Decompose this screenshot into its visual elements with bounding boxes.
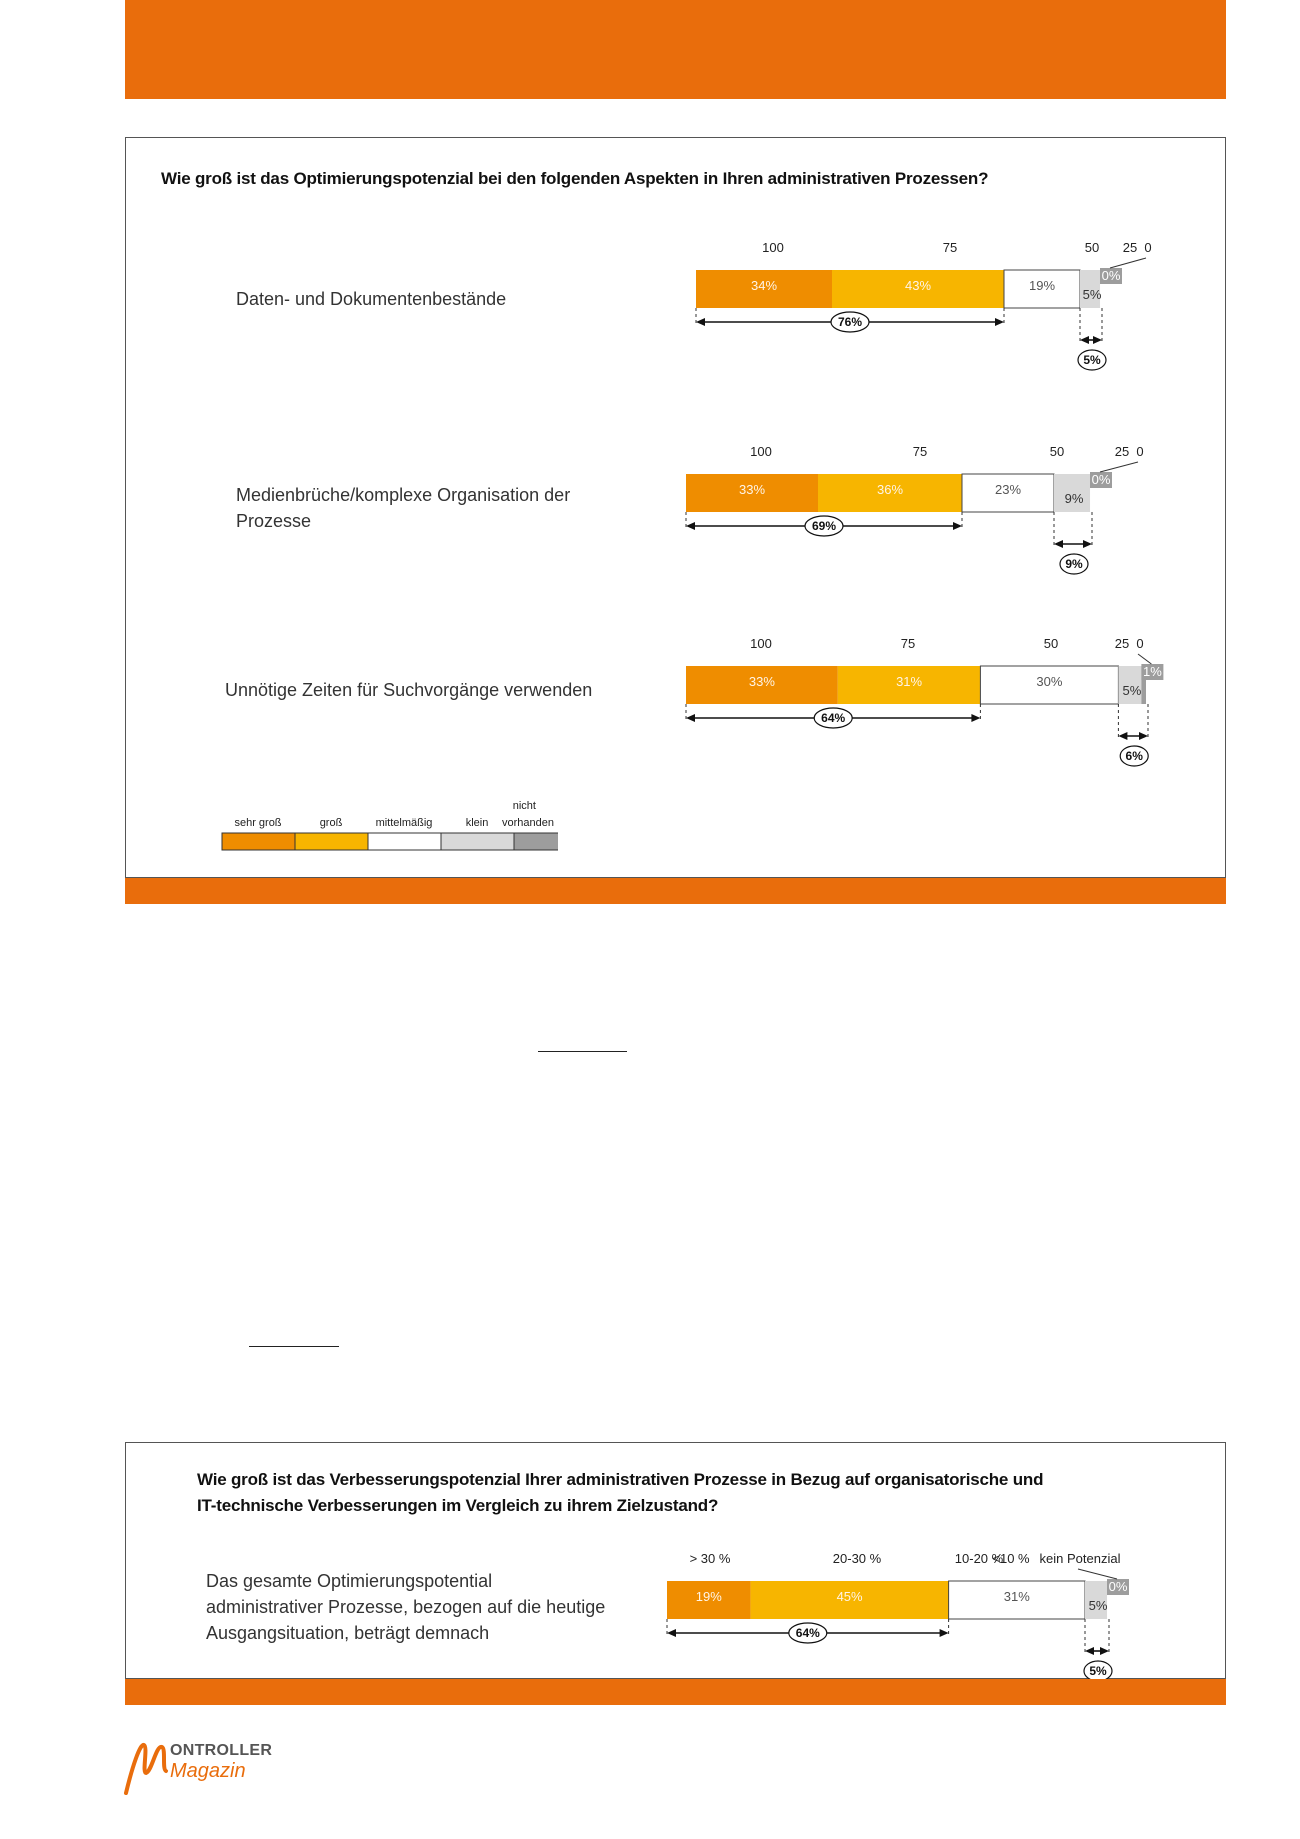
chart1-row1-value-0: 33%	[738, 482, 766, 497]
row2-category-line2: Prozesse	[236, 511, 312, 531]
legend-label-klein: klein	[465, 817, 489, 829]
chart1-row2-value-2: 30%	[1036, 674, 1063, 689]
panel2-footer-bar	[125, 1679, 1226, 1705]
row2-category-line1: Medienbrüche/komplexe Organisation der	[236, 485, 571, 505]
chart2-row0-arrow-left-head-right	[940, 1629, 949, 1637]
chart1-row2-value-3: 5%	[1122, 683, 1142, 698]
chart1-row0-sum-left-label: 76%	[837, 315, 863, 329]
chart1-row2-tick-2: 50	[1043, 636, 1059, 651]
chart2-row0-value-0: 19%	[695, 1589, 722, 1604]
chart1-row1-tick-4: 0	[1136, 444, 1144, 459]
chart1-row1-value-4: 0%	[1091, 472, 1111, 487]
row1-category-label: Daten- und Dokumentenbestände	[236, 289, 507, 309]
chart2-row0-arrow-left-head-left	[667, 1629, 676, 1637]
chart2-row0-value-2: 31%	[1003, 1589, 1030, 1604]
chart1-row2-value-0: 33%	[748, 674, 775, 689]
chart2-row0-tick-4: kein Potenzial	[1039, 1551, 1121, 1566]
row3-category-label: Unnötige Zeiten für Suchvorgänge verwenden	[225, 680, 593, 700]
chart1-row0-tick-0: 100	[762, 240, 784, 255]
chart2-row0-tick-3: <10 %	[992, 1551, 1030, 1566]
chart1-row2-value-4: 1%	[1143, 664, 1162, 679]
legend-label-mittelmaessig: mittelmäßig	[375, 817, 433, 829]
legend-label-vorhanden: vorhanden	[502, 817, 554, 829]
chart1-row2-tick-3: 25	[1114, 636, 1130, 651]
controller-magazin-logo	[122, 1733, 282, 1797]
chart2-row0-arrow-right-head-right	[1100, 1647, 1109, 1655]
chart1-row1-tick-0: 100	[750, 444, 772, 459]
logo-word-magazin: Magazin	[170, 1760, 246, 1782]
chart1-row1-tick-3: 25	[1114, 444, 1130, 459]
chart2-row0-value-3: 5%	[1088, 1598, 1108, 1613]
chart1-row2-value-1: 31%	[896, 674, 923, 689]
chart2-row0-sum-right-label: 5%	[1089, 1664, 1107, 1678]
chart2-row0-value-4: 0%	[1108, 1579, 1128, 1594]
chart1-row2-sum-right-label: 6%	[1125, 749, 1143, 763]
chart1-row2-tick-4: 0	[1136, 636, 1144, 651]
chart1-row1-tick-1: 75	[912, 444, 928, 459]
chart2-row0-sum-left-label: 64%	[795, 1626, 820, 1640]
chart1-row0-tick-2: 50	[1084, 240, 1100, 255]
chart1-row1-sum-left-label: 69%	[811, 519, 837, 533]
chart2-row0-callout	[1078, 1569, 1117, 1579]
chart1-row2-sum-left-label: 64%	[821, 711, 846, 725]
chart1-row1-tick-2: 50	[1049, 444, 1065, 459]
chart1-row2-tick-0: 100	[750, 636, 772, 651]
chart1-row0-sum-right-label: 5%	[1083, 353, 1101, 367]
chart1-row1-value-2: 23%	[994, 482, 1022, 497]
chart2-category-line1: Das gesamte Optimierungspotential	[206, 1571, 493, 1591]
chart2-row0-tick-2: 10-20 %	[954, 1551, 1004, 1566]
chart1-row0-value-4: 0%	[1101, 268, 1121, 283]
legend-label-nicht: nicht	[512, 800, 536, 812]
chart2-row0-tick-1: 20-30 %	[832, 1551, 882, 1566]
chart1-row0-value-0: 34%	[750, 278, 778, 293]
chart1-row0-tick-4: 0	[1144, 240, 1152, 255]
chart2-title-line1: Wie groß ist das Verbesserungspotenzial Ihrer administrativen Prozesse in Bezug auf organisatorische und	[197, 1470, 1044, 1489]
legend-label-gross: groß	[319, 817, 343, 829]
chart1-row2-tick-1: 75	[900, 636, 916, 651]
chart1-row0-tick-1: 75	[942, 240, 958, 255]
chart2-category-line2: administrativer Prozesse, bezogen auf die heutige	[206, 1597, 606, 1617]
chart1-row1-value-3: 9%	[1064, 491, 1084, 506]
chart1-title: Wie groß ist das Optimierungspotenzial bei den folgenden Aspekten in Ihren administrativen Prozessen?	[161, 169, 989, 188]
chart1-row0-value-3: 5%	[1082, 287, 1102, 302]
chart2-row0-tick-0: > 30 %	[689, 1551, 731, 1566]
chart2-row0-value-1: 45%	[836, 1589, 863, 1604]
chart1-row1-sum-right-label: 9%	[1065, 557, 1083, 571]
chart1-row0-value-1: 43%	[904, 278, 932, 293]
chart2-row0-arrow-right-head-left	[1085, 1647, 1094, 1655]
chart1-row0-value-2: 19%	[1028, 278, 1056, 293]
chart2-title-line2: IT-technische Verbesserungen im Vergleich zu ihrem Zielzustand?	[197, 1496, 719, 1515]
chart1-row1-value-1: 36%	[876, 482, 904, 497]
logo-word-controller: ONTROLLER	[170, 1742, 273, 1759]
legend-label-sehr-gross: sehr groß	[234, 817, 282, 829]
chart1-row0-tick-3: 25	[1122, 240, 1138, 255]
chart2-category-line3: Ausgangsituation, beträgt demnach	[206, 1623, 490, 1643]
